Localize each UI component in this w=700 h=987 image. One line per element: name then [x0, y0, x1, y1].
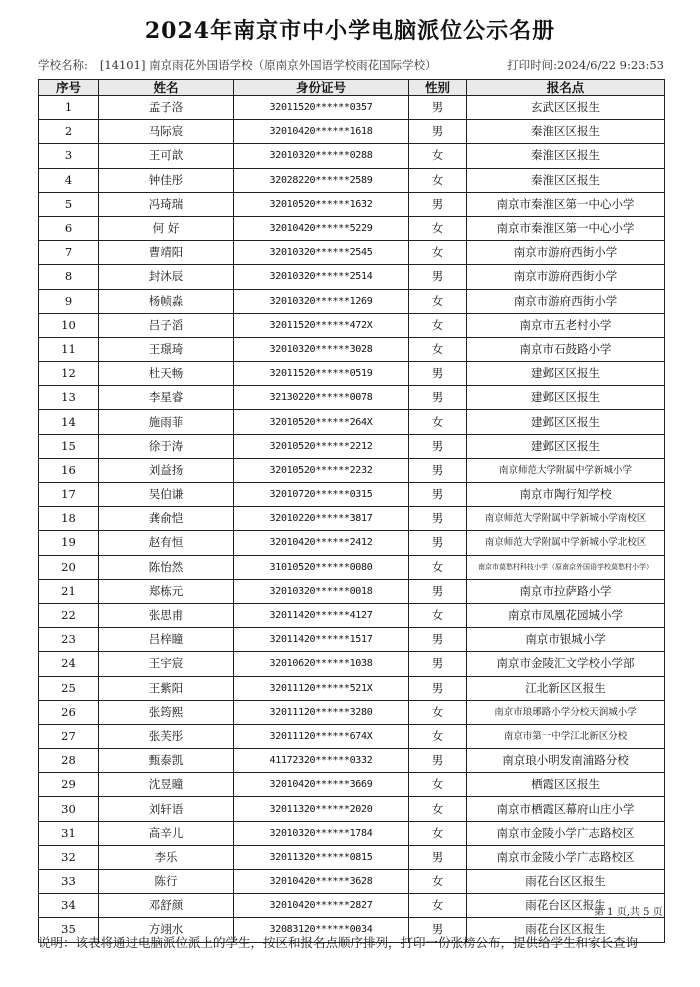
id-number: 32011420******1517 — [234, 628, 409, 652]
row-index: 3 — [39, 144, 99, 168]
school-info — [38, 57, 437, 73]
student-name: 李乐 — [99, 845, 234, 869]
id-number: 32010620******1038 — [234, 652, 409, 676]
gender: 女 — [409, 724, 467, 748]
row-index: 13 — [39, 386, 99, 410]
enroll-point: 南京市游府西街小学 — [467, 265, 665, 289]
id-number: 32011520******0357 — [234, 96, 409, 120]
gender: 男 — [409, 265, 467, 289]
enroll-point: 秦淮区区报生 — [467, 120, 665, 144]
id-number: 32010520******264X — [234, 410, 409, 434]
id-number: 32010320******1784 — [234, 821, 409, 845]
id-number: 32130220******0078 — [234, 386, 409, 410]
id-number: 31010520******0080 — [234, 555, 409, 579]
row-index: 20 — [39, 555, 99, 579]
id-number: 32010420******3628 — [234, 870, 409, 894]
student-name: 王璟琦 — [99, 337, 234, 361]
id-number: 32010420******2827 — [234, 894, 409, 918]
gender: 男 — [409, 96, 467, 120]
enroll-point: 南京市银城小学 — [467, 628, 665, 652]
enroll-point: 南京市石鼓路小学 — [467, 337, 665, 361]
student-name: 龚俞恺 — [99, 507, 234, 531]
row-index: 29 — [39, 773, 99, 797]
row-index: 33 — [39, 870, 99, 894]
table-row — [39, 483, 665, 507]
row-index: 25 — [39, 676, 99, 700]
table-row — [39, 434, 665, 458]
id-number: 32011120******3280 — [234, 700, 409, 724]
enroll-point: 南京市游府西街小学 — [467, 241, 665, 265]
table-row — [39, 410, 665, 434]
table-row — [39, 192, 665, 216]
enroll-point: 南京师范大学附属中学新城小学北校区 — [467, 531, 665, 555]
enroll-point: 南京市凤凰花园城小学 — [467, 603, 665, 627]
student-name: 刘益扬 — [99, 458, 234, 482]
enroll-point: 南京师范大学附属中学新城小学 — [467, 458, 665, 482]
gender: 男 — [409, 579, 467, 603]
id-number: 32010720******0315 — [234, 483, 409, 507]
student-name: 王紫阳 — [99, 676, 234, 700]
roster-table — [38, 79, 665, 943]
table-row — [39, 507, 665, 531]
student-name: 邓舒颜 — [99, 894, 234, 918]
row-index: 21 — [39, 579, 99, 603]
table-row — [39, 676, 665, 700]
enroll-point: 南京市琅琊路小学分校天润城小学 — [467, 700, 665, 724]
enroll-point: 玄武区区报生 — [467, 96, 665, 120]
gender: 男 — [409, 362, 467, 386]
gender: 男 — [409, 434, 467, 458]
student-name: 封沐辰 — [99, 265, 234, 289]
id-number: 32010420******2412 — [234, 531, 409, 555]
gender: 女 — [409, 821, 467, 845]
gender: 女 — [409, 289, 467, 313]
gender: 男 — [409, 531, 467, 555]
table-row — [39, 628, 665, 652]
student-name: 吕子滔 — [99, 313, 234, 337]
table-row — [39, 120, 665, 144]
table-row — [39, 579, 665, 603]
row-index: 14 — [39, 410, 99, 434]
gender: 男 — [409, 652, 467, 676]
id-number: 32011320******2020 — [234, 797, 409, 821]
gender: 女 — [409, 216, 467, 240]
gender: 男 — [409, 458, 467, 482]
header-id-number: 身份证号 — [234, 80, 409, 96]
enroll-point: 建邺区区报生 — [467, 386, 665, 410]
student-name: 张芙彤 — [99, 724, 234, 748]
table-header-row — [39, 80, 665, 96]
id-number: 32010320******1269 — [234, 289, 409, 313]
row-index: 24 — [39, 652, 99, 676]
row-index: 32 — [39, 845, 99, 869]
row-index: 31 — [39, 821, 99, 845]
gender: 男 — [409, 192, 467, 216]
enroll-point: 秦淮区区报生 — [467, 144, 665, 168]
print-time-label: 打印时间: — [507, 58, 558, 72]
row-index: 5 — [39, 192, 99, 216]
student-name: 李星睿 — [99, 386, 234, 410]
student-name: 刘轩语 — [99, 797, 234, 821]
row-index: 35 — [39, 918, 99, 942]
student-name: 孟子洛 — [99, 96, 234, 120]
table-row — [39, 845, 665, 869]
student-name: 陈行 — [99, 870, 234, 894]
table-row — [39, 289, 665, 313]
id-number: 32010320******0018 — [234, 579, 409, 603]
table-row — [39, 168, 665, 192]
id-number: 32010420******1618 — [234, 120, 409, 144]
student-name: 曹靖阳 — [99, 241, 234, 265]
table-row — [39, 749, 665, 773]
row-index: 22 — [39, 603, 99, 627]
student-name: 方翊水 — [99, 918, 234, 942]
id-number: 32010320******2514 — [234, 265, 409, 289]
student-name: 施雨菲 — [99, 410, 234, 434]
id-number: 32010420******3669 — [234, 773, 409, 797]
print-time-value: 2024/6/22 9:23:53 — [557, 58, 664, 72]
table-row — [39, 96, 665, 120]
enroll-point: 南京市金陵汇文学校小学部 — [467, 652, 665, 676]
student-name: 张筠熙 — [99, 700, 234, 724]
meta-line — [38, 57, 664, 73]
id-number: 32083120******0034 — [234, 918, 409, 942]
student-name: 徐于涛 — [99, 434, 234, 458]
row-index: 10 — [39, 313, 99, 337]
gender: 女 — [409, 241, 467, 265]
school-value: [14101] 南京雨花外国语学校（原南京外国语学校雨花国际学校） — [99, 58, 437, 72]
row-index: 28 — [39, 749, 99, 773]
student-name: 赵有恒 — [99, 531, 234, 555]
student-name: 何 好 — [99, 216, 234, 240]
school-label: 学校名称: — [38, 58, 88, 72]
student-name: 吕梓瞳 — [99, 628, 234, 652]
enroll-point: 雨花台区区报生 — [467, 894, 665, 918]
gender: 女 — [409, 773, 467, 797]
table-row — [39, 773, 665, 797]
enroll-point: 南京市栖霞区幕府山庄小学 — [467, 797, 665, 821]
student-name: 郑栋元 — [99, 579, 234, 603]
enroll-point: 南京市五老村小学 — [467, 313, 665, 337]
id-number: 32011420******4127 — [234, 603, 409, 627]
row-index: 34 — [39, 894, 99, 918]
enroll-point: 南京市秦淮区第一中心小学 — [467, 216, 665, 240]
gender: 男 — [409, 845, 467, 869]
table-row — [39, 870, 665, 894]
row-index: 2 — [39, 120, 99, 144]
enroll-point: 建邺区区报生 — [467, 410, 665, 434]
table-row — [39, 555, 665, 579]
student-name: 张思甫 — [99, 603, 234, 627]
enroll-point: 南京市第一中学江北新区分校 — [467, 724, 665, 748]
student-name: 马际宸 — [99, 120, 234, 144]
enroll-point: 南京市游府西街小学 — [467, 289, 665, 313]
row-index: 1 — [39, 96, 99, 120]
student-name: 王可歆 — [99, 144, 234, 168]
table-row — [39, 458, 665, 482]
row-index: 19 — [39, 531, 99, 555]
student-name: 钟佳彤 — [99, 168, 234, 192]
enroll-point: 建邺区区报生 — [467, 434, 665, 458]
table-row — [39, 265, 665, 289]
table-row — [39, 362, 665, 386]
row-index: 30 — [39, 797, 99, 821]
row-index: 17 — [39, 483, 99, 507]
enroll-point: 秦淮区区报生 — [467, 168, 665, 192]
id-number: 32011120******521X — [234, 676, 409, 700]
id-number: 32011520******0519 — [234, 362, 409, 386]
table-row — [39, 603, 665, 627]
enroll-point: 江北新区区报生 — [467, 676, 665, 700]
gender: 男 — [409, 386, 467, 410]
gender: 男 — [409, 628, 467, 652]
id-number: 32011120******674X — [234, 724, 409, 748]
id-number: 32010520******2232 — [234, 458, 409, 482]
id-number: 41172320******0332 — [234, 749, 409, 773]
id-number: 32011320******0815 — [234, 845, 409, 869]
gender: 女 — [409, 313, 467, 337]
gender: 女 — [409, 603, 467, 627]
gender: 女 — [409, 168, 467, 192]
student-name: 冯琦瑞 — [99, 192, 234, 216]
enroll-point: 南京市拉萨路小学 — [467, 579, 665, 603]
enroll-point: 南京市秦淮区第一中心小学 — [467, 192, 665, 216]
header-enroll-point: 报名点 — [467, 80, 665, 96]
row-index: 11 — [39, 337, 99, 361]
table-row — [39, 241, 665, 265]
enroll-point: 南京市金陵小学广志路校区 — [467, 845, 665, 869]
row-index: 9 — [39, 289, 99, 313]
id-number: 32010520******1632 — [234, 192, 409, 216]
enroll-point: 雨花台区区报生 — [467, 918, 665, 942]
enroll-point: 南京市金陵小学广志路校区 — [467, 821, 665, 845]
id-number: 32028220******2589 — [234, 168, 409, 192]
table-row — [39, 337, 665, 361]
gender: 男 — [409, 749, 467, 773]
print-time — [507, 57, 664, 73]
gender: 女 — [409, 700, 467, 724]
id-number: 32010320******2545 — [234, 241, 409, 265]
enroll-point: 雨花台区区报生 — [467, 870, 665, 894]
enroll-point: 南京师范大学附属中学新城小学南校区 — [467, 507, 665, 531]
id-number: 32010520******2212 — [234, 434, 409, 458]
enroll-point: 南京市莫愁村科技小学（原南京外国语学校莫愁村小学） — [467, 555, 665, 579]
header-gender: 性别 — [409, 80, 467, 96]
table-row — [39, 894, 665, 918]
table-row — [39, 724, 665, 748]
student-name: 王宇宸 — [99, 652, 234, 676]
gender: 女 — [409, 797, 467, 821]
gender: 女 — [409, 410, 467, 434]
student-name: 陈怡然 — [99, 555, 234, 579]
header-index: 序号 — [39, 80, 99, 96]
student-name: 杜天畅 — [99, 362, 234, 386]
id-number: 32010320******3028 — [234, 337, 409, 361]
student-name: 甄泰凯 — [99, 749, 234, 773]
gender: 男 — [409, 120, 467, 144]
table-row — [39, 531, 665, 555]
gender: 男 — [409, 918, 467, 942]
id-number: 32010220******3817 — [234, 507, 409, 531]
enroll-point: 南京琅小明发南浦路分校 — [467, 749, 665, 773]
table-row — [39, 652, 665, 676]
row-index: 16 — [39, 458, 99, 482]
row-index: 4 — [39, 168, 99, 192]
row-index: 6 — [39, 216, 99, 240]
row-index: 7 — [39, 241, 99, 265]
gender: 男 — [409, 676, 467, 700]
gender: 女 — [409, 870, 467, 894]
page-counter: 第 1 页,共 5 页 — [594, 907, 663, 918]
id-number: 32011520******472X — [234, 313, 409, 337]
gender: 女 — [409, 337, 467, 361]
enroll-point: 栖霞区区报生 — [467, 773, 665, 797]
gender: 男 — [409, 483, 467, 507]
table-row — [39, 144, 665, 168]
table-row — [39, 700, 665, 724]
gender: 男 — [409, 507, 467, 531]
row-index: 8 — [39, 265, 99, 289]
table-row — [39, 386, 665, 410]
id-number: 32010320******0288 — [234, 144, 409, 168]
row-index: 26 — [39, 700, 99, 724]
gender: 女 — [409, 555, 467, 579]
page-title: 2024年南京市中小学电脑派位公示名册 — [144, 18, 556, 44]
id-number: 32010420******5229 — [234, 216, 409, 240]
header-name: 姓名 — [99, 80, 234, 96]
row-index: 12 — [39, 362, 99, 386]
row-index: 23 — [39, 628, 99, 652]
gender: 女 — [409, 144, 467, 168]
table-row — [39, 821, 665, 845]
row-index: 27 — [39, 724, 99, 748]
table-row — [39, 313, 665, 337]
student-name: 高辛儿 — [99, 821, 234, 845]
student-name: 沈昱曈 — [99, 773, 234, 797]
explanation-note: 说明：该表将通过电脑派位派上的学生，按区和报名点顺序排列，打印一份张榜公布，提供给学生和家长查询 — [38, 935, 639, 950]
student-name: 杨帧淼 — [99, 289, 234, 313]
student-name: 吴伯谦 — [99, 483, 234, 507]
gender: 女 — [409, 894, 467, 918]
enroll-point: 南京市陶行知学校 — [467, 483, 665, 507]
table-row — [39, 216, 665, 240]
row-index: 15 — [39, 434, 99, 458]
row-index: 18 — [39, 507, 99, 531]
enroll-point: 建邺区区报生 — [467, 362, 665, 386]
table-row — [39, 797, 665, 821]
